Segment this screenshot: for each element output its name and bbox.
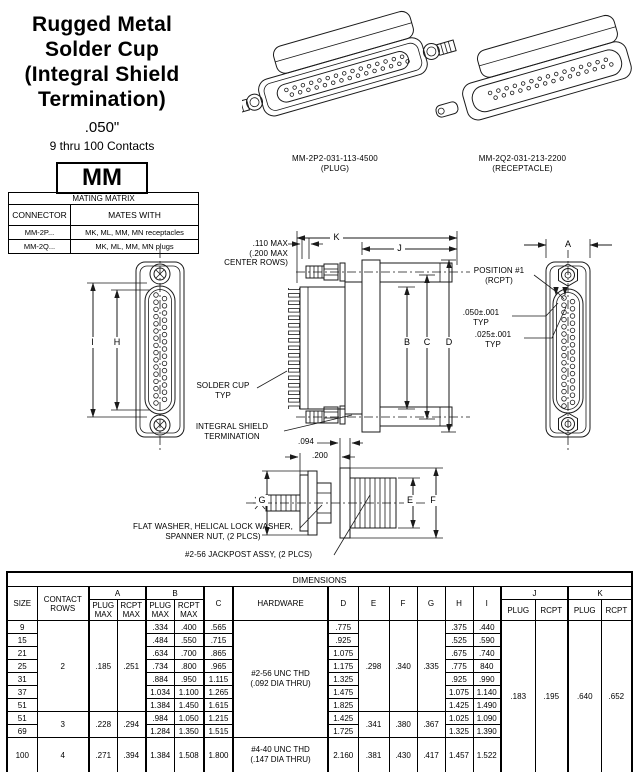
cell-g: .335 [417, 621, 445, 712]
cell-size: 15 [7, 634, 37, 647]
dim-label-g: G [256, 495, 268, 506]
receptacle-part-number: MM-2Q2-031-213-2200 (RECEPTACLE) [478, 154, 567, 173]
col-j-plug: PLUG [501, 600, 535, 621]
page-title-line2: Solder Cup [44, 38, 159, 61]
dim-label-e: E [404, 495, 416, 506]
dim-label-d: D [443, 337, 455, 348]
page-title: Rugged Metal [31, 13, 173, 36]
cell-size: 25 [7, 660, 37, 673]
col-g: G [417, 587, 445, 621]
cell-e: .341 [358, 712, 389, 738]
table-row-size-100: 100 4 .271 .394 1.384 1.508 1.800 #4-40 UNC THD (.147 DIA THRU) 2.160 .381 .430 .417 1.457 1.522 [7, 738, 632, 772]
plug-part-number: MM-2P2-031-113-4500 (PLUG) [292, 154, 378, 173]
col-contact-rows: CONTACT ROWS [37, 587, 89, 621]
col-c: C [204, 587, 233, 621]
col-hardware: HARDWARE [233, 587, 328, 621]
cell-d: .775 [328, 621, 358, 634]
cell-size: 9 [7, 621, 37, 634]
cell-a-plug: .271 [89, 738, 117, 772]
table-row-size-31: 31 .884 .950 1.115 1.325 .925 .990 [7, 673, 632, 686]
col-d: D [328, 587, 358, 621]
dim-094-label: .094 [298, 437, 314, 446]
cell-a-rcpt: .251 [117, 621, 146, 712]
matrix-connector: MM-2Q... [9, 240, 71, 254]
cell-hardware: #2-56 UNC THD (.092 DIA THRU) [233, 621, 328, 738]
table-row-size-25: 25 .734 .800 .965 1.175 .775 840 [7, 660, 632, 673]
dim-label-h: H [111, 337, 123, 348]
cell-size: 31 [7, 673, 37, 686]
typ-050-label: .050±.001 TYP [462, 308, 500, 327]
matrix-col-mates: MATES WITH [71, 205, 199, 226]
cell-size: 21 [7, 647, 37, 660]
cell-k-rcpt: .652 [601, 621, 632, 772]
col-b-plug-max: PLUG MAX [146, 600, 174, 621]
dim-label-i: I [87, 337, 98, 348]
washer-note: FLAT WASHER, HELICAL LOCK WASHER, SPANNER NUT, (2 PLCS) [133, 522, 293, 541]
technical-drawings [0, 225, 637, 571]
page-title-line4: Termination) [37, 88, 166, 111]
cell-a-rcpt: .294 [117, 712, 146, 738]
dimensions-title: DIMENSIONS [7, 572, 632, 587]
table-row-size-51: 51 1.384 1.450 1.615 1.825 1.425 1.490 [7, 699, 632, 712]
mating-matrix-title: MATING MATRIX [9, 193, 199, 205]
table-group-header [7, 587, 632, 600]
col-b-rcpt-max: RCPT MAX [174, 600, 204, 621]
cell-size: 37 [7, 686, 37, 699]
dim-label-a: A [561, 239, 575, 250]
table-row-size-15: 15 .484 .550 .715 .925 .525 .590 [7, 634, 632, 647]
cell-c: .565 [204, 621, 233, 634]
position1-label: POSITION #1 (RCPT) [473, 266, 525, 285]
col-b: B [146, 587, 204, 600]
front-view-plug [87, 249, 184, 453]
cell-a-plug: .185 [89, 621, 117, 712]
cell-h: .375 [445, 621, 473, 634]
integral-shield-label: INTEGRAL SHIELD TERMINATION [195, 422, 269, 441]
cell-contact-rows: 4 [37, 738, 89, 772]
cell-a-rcpt: .394 [117, 738, 146, 772]
matrix-mates: MK, ML, MM, MN plugs [71, 240, 199, 254]
cell-j-rcpt: .195 [535, 621, 568, 772]
col-k-plug: PLUG [568, 600, 601, 621]
cell-size: 51 [7, 712, 37, 725]
typ-025-label: .025±.001 TYP [474, 330, 512, 349]
dim-label-f: F [427, 495, 439, 506]
product-illustrations [242, 2, 634, 152]
drawing-linework [0, 225, 637, 571]
col-h: H [445, 587, 473, 621]
series-code-box: MM [56, 162, 148, 194]
cell-size: 100 [7, 738, 37, 772]
matrix-col-connector: CONNECTOR [9, 205, 71, 226]
col-k-rcpt: RCPT [601, 600, 632, 621]
dim-label-b: B [401, 337, 413, 348]
dim-label-j: J [394, 243, 405, 254]
col-j: J [501, 587, 568, 600]
cell-a-plug: .228 [89, 712, 117, 738]
center-rows-note: .110 MAX (.200 MAX CENTER ROWS) [224, 239, 288, 267]
cell-g: .367 [417, 712, 445, 738]
receptacle-illustration [423, 4, 634, 131]
table-row-size-51-3row: 51 3 .228 .294 .984 1.050 1.215 1.425 .341 .380 .367 1.025 1.090 [7, 712, 632, 725]
cell-g: .417 [417, 738, 445, 772]
table-row-size-9 [7, 621, 632, 634]
cell-size: 69 [7, 725, 37, 738]
table-row-size-69: 69 1.284 1.350 1.515 1.725 1.325 1.390 [7, 725, 632, 738]
cell-e: .298 [358, 621, 389, 712]
cell-contact-rows: 2 [37, 621, 89, 712]
cell-f: .430 [389, 738, 417, 772]
cell-i: .440 [473, 621, 501, 634]
cell-k-plug: .640 [568, 621, 601, 772]
contact-pitch: .050" [84, 119, 120, 136]
col-j-rcpt: RCPT [535, 600, 568, 621]
plug-illustration [242, 2, 460, 127]
cell-contact-rows: 3 [37, 712, 89, 738]
dim-label-k: K [330, 232, 343, 243]
cell-e: .381 [358, 738, 389, 772]
receptacle-jackpost-icon [435, 43, 634, 118]
col-a: A [89, 587, 146, 600]
solder-cup-label: SOLDER CUP TYP [196, 381, 250, 400]
col-k: K [568, 587, 632, 600]
table-row-size-37: 37 1.034 1.100 1.265 1.475 1.075 1.140 [7, 686, 632, 699]
col-size: SIZE [7, 587, 37, 621]
jackpost-detail-view [246, 468, 443, 555]
col-i: I [473, 587, 501, 621]
jackpost-note: #2-56 JACKPOST ASSY, (2 PLCS) [185, 550, 313, 559]
dimensions-table [6, 571, 633, 772]
col-f: F [389, 587, 417, 621]
dim-200-label: .200 [312, 451, 328, 460]
title-block [2, 12, 202, 194]
col-e: E [358, 587, 389, 621]
dim-label-c: C [421, 337, 433, 348]
contacts-range: 9 thru 100 Contacts [49, 139, 155, 153]
cell-b-plug: .334 [146, 621, 174, 634]
matrix-connector: MM-2P... [9, 226, 71, 240]
cell-f: .340 [389, 621, 417, 712]
page-title-line3: (Integral Shield [24, 63, 180, 86]
table-row-size-21: 21 .634 .700 .865 1.075 .675 .740 [7, 647, 632, 660]
matrix-mates: MK, ML, MM, MN receptacles [71, 226, 199, 240]
cell-hardware: #4-40 UNC THD (.147 DIA THRU) [233, 738, 328, 772]
cell-size: 51 [7, 699, 37, 712]
col-a-plug-max: PLUG MAX [89, 600, 117, 621]
cell-b-rcpt: .400 [174, 621, 204, 634]
cell-f: .380 [389, 712, 417, 738]
cell-j-plug: .183 [501, 621, 535, 772]
col-a-rcpt-max: RCPT MAX [117, 600, 146, 621]
